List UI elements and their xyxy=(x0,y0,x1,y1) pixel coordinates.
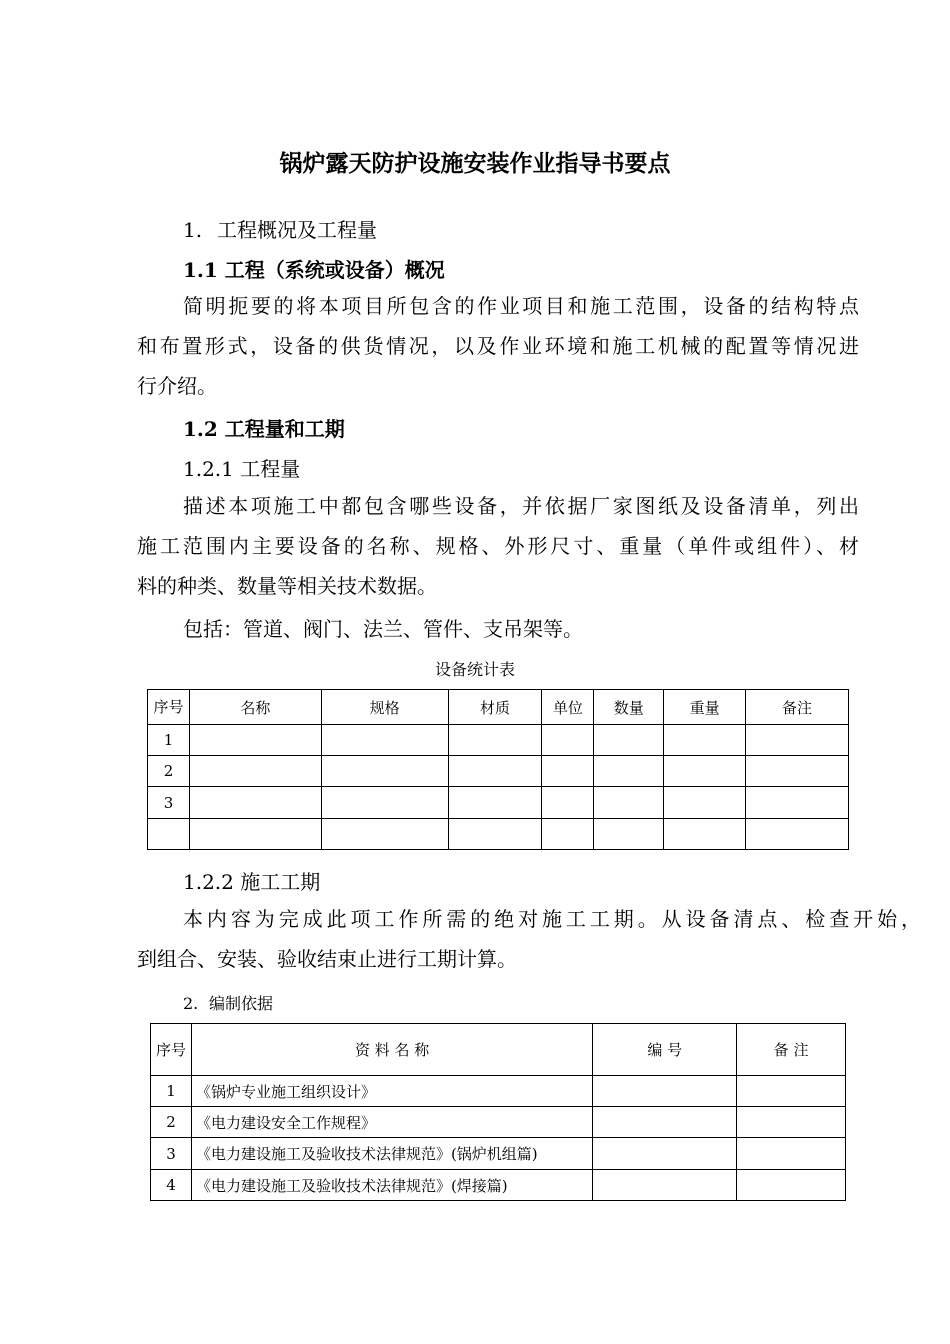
paragraph-line: 到组合、安装、验收结束止进行工期计算。 xyxy=(137,947,517,971)
table-row xyxy=(148,819,849,850)
table-cell xyxy=(746,756,849,787)
section-1-2-heading: 1.2 工程量和工期 xyxy=(183,417,345,441)
table-cell xyxy=(148,819,190,850)
equipment-statistics-table xyxy=(147,689,849,850)
section-1-2-1-heading: 1.2.1 工程量 xyxy=(183,457,301,481)
table-cell xyxy=(321,756,448,787)
table-cell: 3 xyxy=(148,787,190,819)
table-cell xyxy=(189,725,321,756)
table-cell xyxy=(664,787,746,819)
header-cell: 序号 xyxy=(151,1024,192,1076)
table-row xyxy=(151,1170,846,1201)
table-cell xyxy=(593,1170,737,1201)
table-cell xyxy=(746,787,849,819)
paragraph-line: 施工范围内主要设备的名称、规格、外形尺寸、重量（单件或组件）、材 xyxy=(137,534,859,558)
table-cell xyxy=(594,819,664,850)
document-title: 锅炉露天防护设施安装作业指导书要点 xyxy=(279,150,671,177)
reference-name-cell: 《电力建设施工及验收技术法律规范》(焊接篇) xyxy=(191,1170,592,1201)
table-cell xyxy=(594,756,664,787)
table-cell xyxy=(746,819,849,850)
table-cell xyxy=(746,725,849,756)
section-1-2-2-paragraph xyxy=(137,899,921,979)
table-cell xyxy=(542,787,594,819)
table-cell xyxy=(448,725,542,756)
table-cell xyxy=(664,819,746,850)
include-line: 包括：管道、阀门、法兰、管件、支吊架等。 xyxy=(183,617,583,641)
table-row xyxy=(148,787,849,819)
table-header-row xyxy=(151,1024,846,1076)
paragraph-line: 简明扼要的将本项目所包含的作业项目和施工范围，设备的结构特点 xyxy=(183,294,859,318)
table-cell xyxy=(542,756,594,787)
table-cell xyxy=(594,725,664,756)
table-row xyxy=(148,756,849,787)
table-cell: 3 xyxy=(151,1138,192,1170)
table-cell xyxy=(542,725,594,756)
header-cell: 数量 xyxy=(594,690,664,725)
header-cell: 编 号 xyxy=(593,1024,737,1076)
header-cell: 序号 xyxy=(148,690,190,725)
table-cell xyxy=(593,1107,737,1138)
table-cell xyxy=(664,756,746,787)
table-cell xyxy=(737,1138,846,1170)
section-1-1-paragraph xyxy=(137,286,859,406)
reference-name-cell: 《锅炉专业施工组织设计》 xyxy=(191,1076,592,1107)
reference-name-cell: 《电力建设安全工作规程》 xyxy=(191,1107,592,1138)
table-cell xyxy=(448,756,542,787)
header-cell: 单位 xyxy=(542,690,594,725)
table-cell xyxy=(321,725,448,756)
section-2-number: 2. xyxy=(183,994,199,1013)
table-cell xyxy=(448,787,542,819)
table-1-caption: 设备统计表 xyxy=(434,660,515,679)
table-row xyxy=(151,1076,846,1107)
paragraph-line: 行介绍。 xyxy=(137,374,217,398)
table-cell: 2 xyxy=(151,1107,192,1138)
table-cell xyxy=(737,1076,846,1107)
table-cell: 2 xyxy=(148,756,190,787)
table-cell xyxy=(737,1107,846,1138)
header-cell: 名称 xyxy=(189,690,321,725)
section-1-1-heading: 1.1 工程（系统或设备）概况 xyxy=(183,258,445,282)
section-1-2-1-paragraph xyxy=(137,486,859,606)
table-cell: 1 xyxy=(151,1076,192,1107)
header-cell: 资 料 名 称 xyxy=(191,1024,592,1076)
header-cell: 备 注 xyxy=(737,1024,846,1076)
header-cell: 重量 xyxy=(664,690,746,725)
section-1-2-2-heading: 1.2.2 施工工期 xyxy=(183,870,321,894)
section-1-number: 1. xyxy=(183,218,203,242)
reference-name-cell: 《电力建设施工及验收技术法律规范》(锅炉机组篇) xyxy=(191,1138,592,1170)
table-cell xyxy=(189,787,321,819)
paragraph-line: 本内容为完成此项工作所需的绝对施工工期。从设备清点、检查开始， xyxy=(183,907,921,931)
table-cell xyxy=(594,787,664,819)
table-cell xyxy=(664,725,746,756)
header-cell: 材质 xyxy=(448,690,542,725)
paragraph-line: 料的种类、数量等相关技术数据。 xyxy=(137,574,437,598)
table-header-row xyxy=(148,690,849,725)
header-cell: 备注 xyxy=(746,690,849,725)
references-table xyxy=(150,1023,846,1201)
table-cell: 4 xyxy=(151,1170,192,1201)
table-cell xyxy=(189,756,321,787)
section-1-heading xyxy=(183,214,377,243)
table-cell xyxy=(542,819,594,850)
table-cell xyxy=(448,819,542,850)
table-cell xyxy=(321,819,448,850)
table-cell xyxy=(737,1170,846,1201)
table-cell xyxy=(321,787,448,819)
table-cell xyxy=(189,819,321,850)
paragraph-line: 和布置形式，设备的供货情况，以及作业环境和施工机械的配置等情况进 xyxy=(137,334,859,358)
table-row xyxy=(151,1107,846,1138)
table-row xyxy=(151,1138,846,1170)
table-cell xyxy=(593,1076,737,1107)
table-row xyxy=(148,725,849,756)
section-1-title: 工程概况及工程量 xyxy=(217,218,377,242)
table-cell: 1 xyxy=(148,725,190,756)
table-cell xyxy=(593,1138,737,1170)
section-2-title: 编制依据 xyxy=(209,994,274,1013)
section-2-heading xyxy=(183,991,273,1014)
paragraph-line: 描述本项施工中都包含哪些设备，并依据厂家图纸及设备清单，列出 xyxy=(183,494,859,518)
header-cell: 规格 xyxy=(321,690,448,725)
